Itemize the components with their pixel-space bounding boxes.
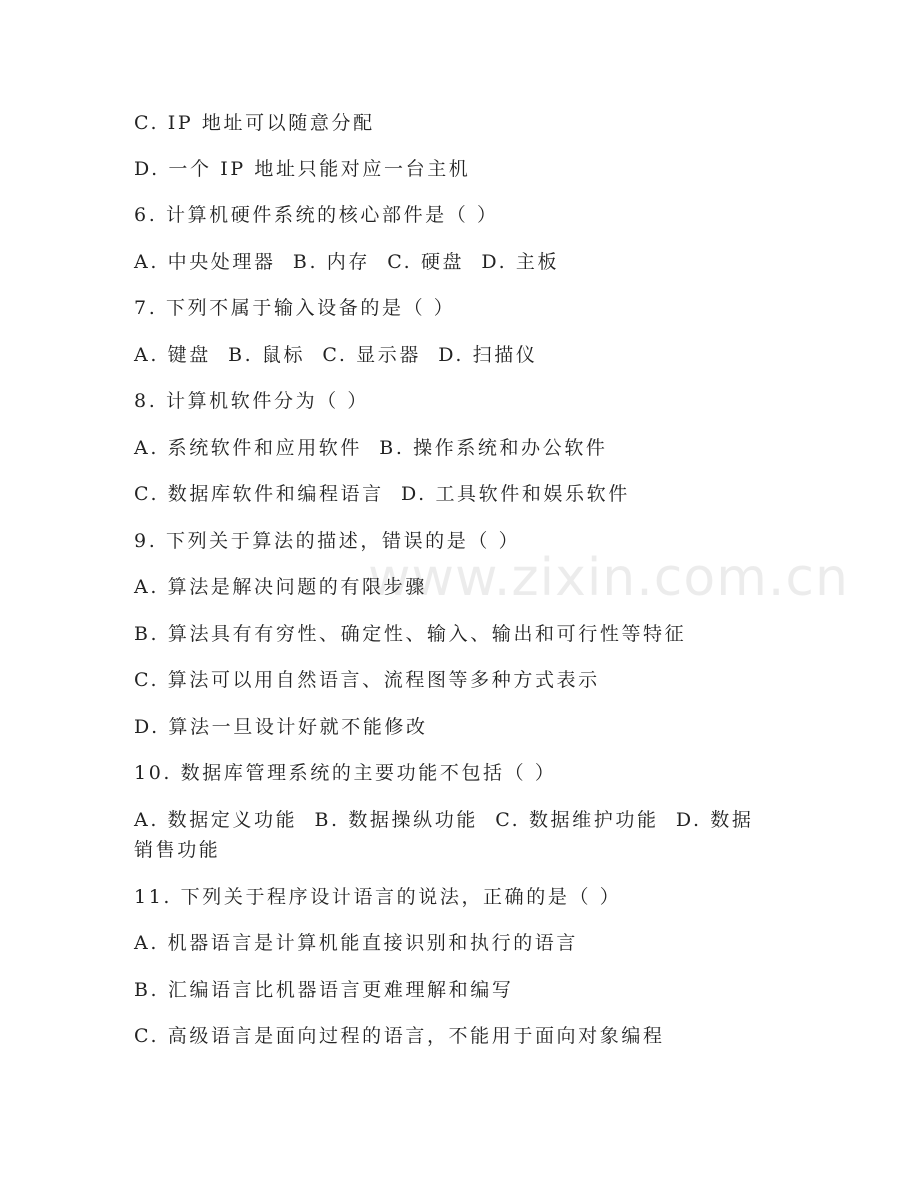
option-5c: C. IP 地址可以随意分配 bbox=[134, 112, 375, 134]
options-6: A. 中央处理器 B. 内存 C. 硬盘 D. 主板 bbox=[134, 251, 560, 273]
options-8-ab: A. 系统软件和应用软件 B. 操作系统和办公软件 bbox=[134, 437, 608, 459]
options-8-cd: C. 数据库软件和编程语言 D. 工具软件和娱乐软件 bbox=[134, 483, 630, 505]
question-11: 11. 下列关于程序设计语言的说法，正确的是（ ） bbox=[134, 886, 622, 908]
question-6: 6. 计算机硬件系统的核心部件是（ ） bbox=[134, 204, 499, 226]
options-10: A. 数据定义功能 B. 数据操纵功能 C. 数据维护功能 D. 数据销售功能 bbox=[134, 809, 754, 861]
option-5d: D. 一个 IP 地址只能对应一台主机 bbox=[134, 158, 471, 180]
question-10: 10. 数据库管理系统的主要功能不包括（ ） bbox=[134, 762, 557, 784]
option-11b: B. 汇编语言比机器语言更难理解和编写 bbox=[134, 979, 514, 1001]
option-9a: A. 算法是解决问题的有限步骤 bbox=[134, 576, 427, 598]
option-11c: C. 高级语言是面向过程的语言，不能用于面向对象编程 bbox=[134, 1025, 665, 1047]
option-9c: C. 算法可以用自然语言、流程图等多种方式表示 bbox=[134, 669, 600, 691]
question-9: 9. 下列关于算法的描述，错误的是（ ） bbox=[134, 530, 521, 552]
question-7: 7. 下列不属于输入设备的是（ ） bbox=[134, 297, 456, 319]
option-11a: A. 机器语言是计算机能直接识别和执行的语言 bbox=[134, 932, 579, 954]
option-9b: B. 算法具有有穷性、确定性、输入、输出和可行性等特征 bbox=[134, 623, 687, 645]
options-7: A. 键盘 B. 鼠标 C. 显示器 D. 扫描仪 bbox=[134, 344, 538, 366]
watermark: www.zixin.com.cn bbox=[368, 548, 849, 608]
option-9d: D. 算法一旦设计好就不能修改 bbox=[134, 716, 428, 738]
question-8: 8. 计算机软件分为（ ） bbox=[134, 390, 370, 412]
